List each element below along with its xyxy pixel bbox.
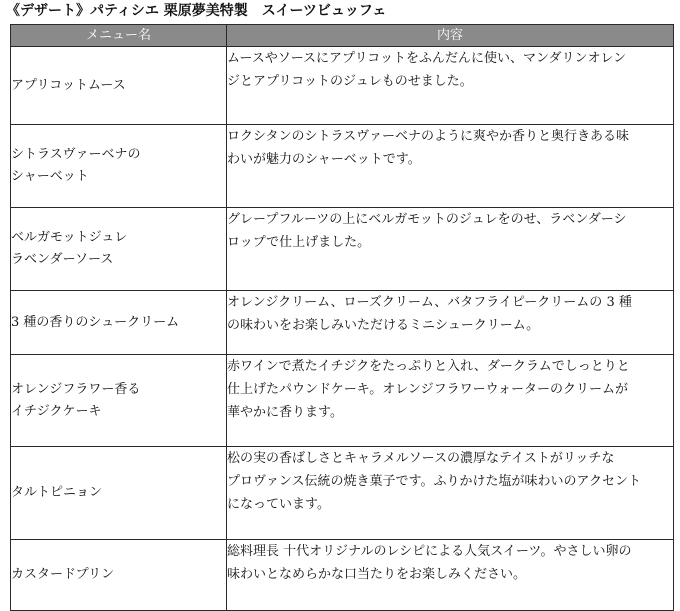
description-text: になっています。 <box>227 497 330 512</box>
table-row <box>11 208 674 291</box>
menu-name-text: カスタードプリン <box>11 567 115 582</box>
description-text: わいが魅力のシャーベットです。 <box>227 152 421 167</box>
document-title: 《デザート》パティシエ 栗原夢美特製 スイーツビュッフェ <box>6 3 387 19</box>
description-cell <box>227 355 674 447</box>
dessert-menu-table <box>10 24 674 611</box>
description-text: 赤ワインで煮たイチジクをたっぷりと入れ、ダークラムでしっとりと <box>227 359 630 374</box>
menu-name-text: オレンジフラワー香る <box>11 381 141 397</box>
description-cell <box>227 208 674 291</box>
description-cell <box>227 125 674 208</box>
menu-name-cell <box>11 208 227 291</box>
column-header-description: 内容 <box>227 25 674 47</box>
table-row <box>11 47 674 125</box>
description-text: ジとアプリコットのジュレものせました。 <box>227 74 473 89</box>
menu-name-cell <box>11 125 227 208</box>
description-text: 総料理長 十代オリジナルのレシピによる人気スイーツ。やさしい卵の <box>227 544 632 559</box>
description-text: 華やかに香ります。 <box>227 405 343 420</box>
menu-name-text: ラベンダーソース <box>11 252 114 267</box>
description-text: ムースやソースにアプリコットをふんだんに使い、マンダリンオレン <box>227 51 627 66</box>
column-header-menu-name: メニュー名 <box>11 25 227 47</box>
menu-name-text: シャーベット <box>11 169 89 184</box>
menu-name-cell <box>11 540 227 611</box>
description-text: ロクシタンのシトラスヴァーベナのように爽やか香りと奥行きある味 <box>227 129 629 144</box>
description-text: 松の実の香ばしさとキャラメルソースの濃厚なテイストがリッチな <box>227 451 615 466</box>
menu-name-text: 3 種の香りのシュークリーム <box>11 314 180 330</box>
table-row <box>11 355 674 447</box>
menu-name-text: タルトピニョン <box>11 485 103 500</box>
description-cell <box>227 540 674 611</box>
description-text: グレープフルーツの上にベルガモットのジュレをのせ、ラベンダーシ <box>227 212 627 227</box>
menu-name-text: アプリコットムース <box>11 77 126 93</box>
menu-name-text: イチジクケーキ <box>11 403 102 419</box>
menu-name-text: シトラスヴァーベナの <box>11 147 141 162</box>
description-text: オレンジクリーム、ローズクリーム、バタフライピークリームの 3 種 <box>227 295 632 310</box>
description-text: 味わいとなめらかな口当たりをお楽しみください。 <box>227 567 527 582</box>
description-text: の味わいをお楽しみいただけるミニシュークリーム。 <box>227 318 540 333</box>
menu-name-cell <box>11 47 227 125</box>
menu-name-cell <box>11 291 227 355</box>
description-text: 仕上げたパウンドケーキ。オレンジフラワーウォーターのクリームが <box>227 382 629 397</box>
menu-name-text: ベルガモットジュレ <box>11 230 128 245</box>
description-cell <box>227 291 674 355</box>
table-row <box>11 540 674 611</box>
description-cell <box>227 47 674 125</box>
table-row <box>11 447 674 540</box>
menu-name-cell <box>11 447 227 540</box>
table-header-row <box>11 25 674 47</box>
description-cell <box>227 447 674 540</box>
description-text: ロップで仕上げました。 <box>227 235 371 250</box>
menu-name-cell <box>11 355 227 447</box>
description-text: プロヴァンス伝統の焼き菓子です。ふりかけた塩が味わいのアクセント <box>227 474 642 489</box>
table-row <box>11 291 674 355</box>
table-row <box>11 125 674 208</box>
